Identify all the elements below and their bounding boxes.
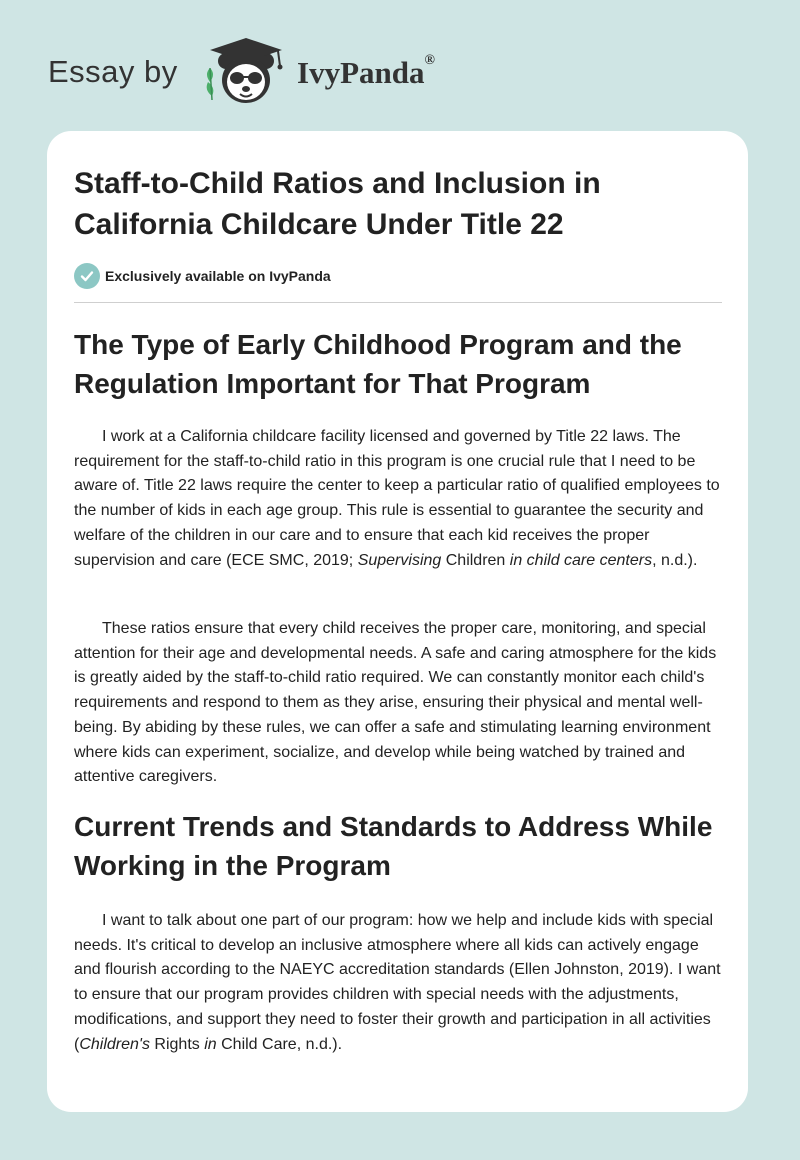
exclusive-text: Exclusively available on IvyPanda: [105, 268, 331, 284]
check-circle-icon: [74, 263, 100, 289]
site-header: [0, 0, 800, 130]
registered-mark: ®: [424, 53, 435, 68]
paragraph-2: These ratios ensure that every child receives the proper care, monitoring, and special attention for their age and developmental needs. A safe and caring atmosphere for the kids is greatly aided by the staff-to-child ratio required. We can constantly monitor each child's requirements and respond to them as they arise, ensuring their physical and mental well-being. By abiding by these rules, we can offer a safe and stimulating learning environment where kids can experiment, socialize, and develop while being watched by trained and attentive caregivers.: [74, 620, 717, 786]
exclusive-badge: [74, 262, 331, 290]
panda-logo-icon[interactable]: [200, 34, 292, 108]
divider: [74, 302, 722, 303]
page-title: Staff-to-Child Ratios and Inclusion in California Childcare Under Title 22: [74, 167, 601, 241]
article-card: [47, 131, 748, 1112]
brand-name[interactable]: IvyPanda®: [297, 53, 435, 90]
section-heading-trends: Current Trends and Standards to Address While Working in the Program: [74, 811, 713, 881]
essay-by-label: Essay by: [48, 54, 178, 89]
paragraph-1: I work at a California childcare facility licensed and governed by Title 22 laws. The requirement for the staff-to-child ratio in this program is one crucial rule that I need to be aware of. Title 22 laws require the center to keep a particular ratio of qualified employees to the number of kids in each age group. This rule is essential to guarantee the security and welfare of the children in our care and to ensure that each kid receives the proper supervision and care (ECE SMC, 2019; Supervising Children in child care centers, n.d.).: [74, 428, 720, 569]
section-heading-program: The Type of Early Childhood Program and the Regulation Important for That Program: [74, 329, 682, 399]
paragraph-3: I want to talk about one part of our program: how we help and include kids with special needs. It's critical to develop an inclusive atmosphere where all kids can actively engage and flourish according to the NAEYC accreditation standards (Ellen Johnston, 2019). I want to ensure that our program provides children with special needs with the adjustments, modifications, and support they need to foster their growth and participation in all activities (Children's Rights in Child Care, n.d.).: [74, 912, 721, 1053]
